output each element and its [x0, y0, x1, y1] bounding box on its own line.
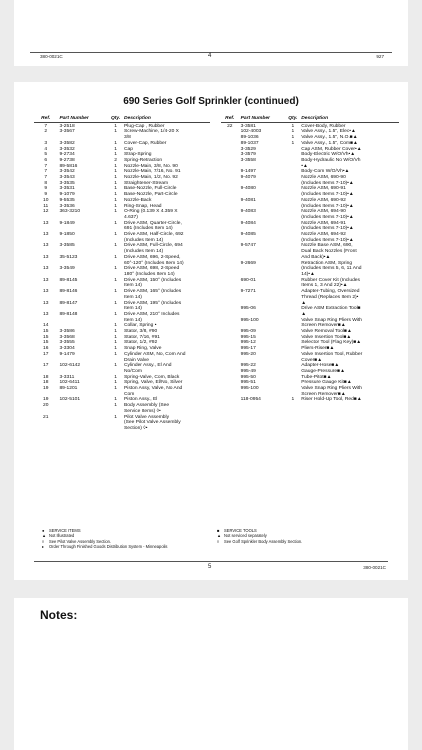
- part-number-cell: 3-3582: [59, 140, 75, 146]
- qty-cell: 1: [291, 397, 295, 403]
- description-cell: Spring, Valve, El/No, Silver: [124, 380, 183, 386]
- description-cell: (See Pilot Valve Assembly: [124, 420, 181, 426]
- legend-item: [42, 544, 167, 549]
- description-cell: Drive ASM, 195° (Includes: [124, 300, 182, 306]
- part-number-cell: 9-1497: [240, 169, 256, 175]
- qty-cell: 1: [114, 232, 118, 238]
- part-number-cell: 3-3304: [59, 346, 75, 352]
- ref-cell: 10: [43, 197, 49, 203]
- part-number-cell: 3-3532: [59, 146, 75, 152]
- part-number-cell: 118-0954: [240, 397, 261, 403]
- description-cell: 180° (Includes Item 14): [124, 271, 175, 277]
- description-cell: Valve Insertion Tool■▲: [301, 334, 352, 340]
- description-cell: Nozzle ASM, 690-91: [301, 186, 346, 192]
- description-cell: Tube-Pitot■▲: [301, 374, 332, 380]
- table-header: [34, 116, 210, 123]
- legend-symbol-icon: ●: [42, 528, 45, 533]
- part-number-cell: 9-1479: [59, 351, 75, 357]
- description-cell: Service Items) ◊•: [124, 408, 161, 414]
- ref-cell: 16: [43, 346, 49, 352]
- qty-cell: 1: [114, 129, 118, 135]
- legend-text: Order Through Finished Goods Distribution System - Minneapolis: [49, 544, 168, 550]
- ref-cell: 12: [43, 209, 49, 215]
- description-cell: (Includes Items 7-10)•▲: [301, 237, 354, 243]
- part-number-cell: 3-3311: [59, 374, 75, 380]
- header-part-number: Part Number: [59, 116, 89, 121]
- description-cell: Nozzle-Main, 7/16, No. 91: [124, 169, 181, 175]
- description-cell: Drive ASM, 698, 2-Speed: [124, 266, 180, 272]
- description-cell: Body Assembly (See: [124, 403, 170, 409]
- parts-table-right: [221, 116, 399, 403]
- footer-code: 380-0021C: [363, 565, 386, 570]
- qty-cell: 1: [114, 186, 118, 192]
- ref-cell: 5: [44, 152, 48, 158]
- table-header: [221, 116, 399, 123]
- footer-rule: [34, 561, 388, 562]
- part-number-cell: 3-3529: [240, 146, 256, 152]
- description-cell: Nozzle Base ASM, 690,: [301, 243, 353, 249]
- qty-cell: 1: [114, 163, 118, 169]
- header-description: Description: [124, 116, 151, 121]
- ref-cell: 7: [44, 123, 48, 129]
- part-number-cell: 89-8148: [59, 311, 78, 317]
- part-number-cell: 995-17: [240, 346, 256, 352]
- description-cell: Cover■▲: [301, 357, 323, 363]
- header-part-number: Part Number: [240, 116, 270, 121]
- description-cell: (Includes Item 14): [124, 237, 164, 243]
- qty-cell: 1: [114, 175, 118, 181]
- part-number-cell: 3-3549: [59, 266, 75, 272]
- qty-cell: 1: [291, 140, 295, 146]
- description-cell: Nozzle ASM, 694-90: [301, 209, 346, 215]
- table-row: [221, 397, 399, 403]
- description-cell: Pliers-Riser■▲: [301, 346, 335, 352]
- header-description: Description: [301, 116, 329, 121]
- prev-page-left-code: 380-0021C: [40, 54, 63, 59]
- qty-cell: 1: [114, 323, 118, 329]
- description-cell: Collar, Spring •: [124, 323, 157, 329]
- qty-cell: 1: [114, 380, 118, 386]
- qty-cell: 1: [114, 374, 118, 380]
- part-number-cell: 89-1201: [59, 386, 78, 392]
- ref-cell: 13: [43, 220, 49, 226]
- previous-page-fragment: [14, 0, 408, 66]
- legend-item: [217, 539, 302, 544]
- description-cell: Nozzle ASM, 690-92: [301, 197, 346, 203]
- ref-cell: 18: [43, 374, 49, 380]
- ref-cell: 8: [44, 180, 48, 186]
- part-number-cell: 995-49: [240, 368, 256, 374]
- description-cell: Spring-Valve, Com, Black: [124, 374, 180, 380]
- description-cell: Nozzle ASM, 694-92: [301, 232, 346, 238]
- description-cell: Item 14): [124, 283, 142, 289]
- header-qty: Qty.: [110, 116, 121, 121]
- ref-cell: [221, 397, 239, 403]
- description-cell: Body-Com W/O/Vh•▲: [301, 169, 350, 175]
- part-number-cell: 3-3581: [240, 123, 256, 129]
- ref-cell: 21: [43, 414, 49, 420]
- ref-cell: 14: [43, 323, 49, 329]
- ref-cell: 22: [227, 123, 233, 129]
- description-cell: Drive ASM, 210° Includes: [124, 311, 180, 317]
- description-cell: O-Ring (0.139 X 4.359 X: [124, 209, 178, 215]
- description-cell: (Includes Items 7-10)•▲: [301, 180, 354, 186]
- legend-text: Not Illustrated: [49, 533, 75, 539]
- ref-cell: 17: [43, 351, 49, 357]
- part-number-cell: 9-2734: [59, 152, 75, 158]
- page-title: 690 Series Golf Sprinkler (continued): [123, 96, 299, 107]
- part-number-cell: 89-5816: [59, 163, 78, 169]
- part-number-cell: 89-8145: [59, 277, 78, 283]
- header-ref: Ref.: [225, 116, 235, 121]
- part-number-cell: 995-51: [240, 380, 256, 386]
- notes-page: [14, 598, 408, 750]
- ref-cell: 15: [43, 334, 49, 340]
- ref-cell: 7: [44, 169, 48, 175]
- description-cell: (Includes Items 7-10)•▲: [301, 214, 354, 220]
- qty-cell: 1: [114, 346, 118, 352]
- legend-text: See Pilot Valve Assembly Section.: [49, 538, 112, 544]
- ref-cell: 2: [44, 129, 48, 135]
- description-cell: Cylinder Assy., El And: [124, 363, 172, 369]
- ref-cell: 13: [43, 266, 49, 272]
- description-cell: Valve Assy., 1.5", Elec•▲: [301, 129, 356, 135]
- part-number-cell: 995-06: [240, 306, 256, 312]
- description-cell: 60°-120° (Includes Item 14): [124, 260, 184, 266]
- description-cell: (Includes Items 5, 6, 11 And: [301, 266, 362, 272]
- description-cell: ▲: [301, 300, 307, 306]
- legend-service-tools: [217, 528, 302, 544]
- ref-cell: 13: [43, 277, 49, 283]
- description-cell: Cover-Body, Rubber: [301, 123, 346, 129]
- part-number-cell: 9-4085: [240, 232, 256, 238]
- ref-cell: 17: [43, 363, 49, 369]
- part-number-cell: 89-1037: [240, 140, 259, 146]
- ref-cell: 6: [44, 157, 48, 163]
- description-cell: Nozzle ASM, 690-90: [301, 175, 346, 181]
- qty-cell: 2: [114, 157, 118, 163]
- part-number-cell: 9-4080: [240, 186, 256, 192]
- description-cell: Ring-Snap, Head: [124, 203, 162, 209]
- description-cell: Piston Assy., El: [124, 397, 158, 403]
- part-number-cell: 995-09: [240, 329, 256, 335]
- ref-cell: 3: [44, 140, 48, 146]
- ref-cell: 13: [43, 243, 49, 249]
- header-qty: Qty.: [288, 116, 298, 121]
- ref-cell: 11: [43, 203, 49, 209]
- legend-text: Not serviced separately: [224, 533, 267, 539]
- description-cell: 4.637): [124, 214, 138, 220]
- part-number-cell: 89-8146: [59, 289, 78, 295]
- description-cell: 691 (Includes Item 14): [124, 226, 173, 232]
- part-number-cell: 9-5747: [240, 243, 256, 249]
- description-cell: Nozzle-Main, 3/8, No. 90: [124, 163, 178, 169]
- ref-cell: 13: [43, 289, 49, 295]
- description-cell: Stator, 3/8, #90: [124, 329, 158, 335]
- description-cell: Cylinder ASM, No, Com And: [124, 351, 186, 357]
- description-cell: Stator, 7/16, #91: [124, 334, 160, 340]
- page-number: 5: [208, 564, 212, 570]
- part-number-cell: 9-7271: [240, 289, 256, 295]
- table-row: [34, 426, 210, 432]
- table-body-left: [34, 124, 210, 432]
- description-cell: Pilot Valve Assembly: [124, 414, 170, 420]
- description-cell: Nozzle-Back: [124, 197, 152, 203]
- ref-cell: 7: [44, 163, 48, 169]
- part-number-cell: 9-4079: [240, 175, 256, 181]
- qty-cell: 1: [114, 203, 118, 209]
- description-cell: Cap ASM, Rubber Cover•▲: [301, 146, 362, 152]
- description-cell: Com: [124, 391, 135, 397]
- part-number-cell: 3-3558: [240, 157, 256, 163]
- description-cell: Nozzle-Main, 1/2, No. 92: [124, 175, 178, 181]
- parts-table-left: [34, 116, 210, 432]
- part-number-cell: 102-6411: [59, 380, 80, 386]
- ref-cell: 9: [44, 186, 48, 192]
- description-cell: Riser Hold-Up Tool, Red■▲: [301, 397, 362, 403]
- ref-cell: 18: [43, 380, 49, 386]
- legend-symbol-icon: ◊: [217, 538, 220, 544]
- description-cell: Gauge-Pressure■▲: [301, 368, 345, 374]
- description-cell: Valve Assy., 1.5", Com■▲: [301, 140, 358, 146]
- part-number-cell: 3-3568: [59, 334, 75, 340]
- part-number-cell: 9-4083: [240, 209, 256, 215]
- parts-list-page: [14, 82, 408, 580]
- description-cell: Valve Snap Ring Pliers With: [301, 317, 363, 323]
- legend-service-items: [42, 528, 167, 550]
- part-number-cell: 9-2669: [240, 260, 256, 266]
- description-cell: Valve Removal Tool■▲: [301, 329, 352, 335]
- description-cell: 14)•▲: [301, 271, 315, 277]
- part-number-cell: 3-3535: [59, 180, 75, 186]
- description-cell: Dual Back Nozzles (Front: [301, 249, 357, 255]
- description-cell: Straightener-Stream: [124, 180, 169, 186]
- table-body-right: [221, 124, 399, 403]
- ref-cell: 19: [43, 397, 49, 403]
- part-number-cell: 995-22: [240, 363, 256, 369]
- ref-cell: 4: [44, 146, 48, 152]
- ref-cell: 19: [43, 386, 49, 392]
- description-cell: Items 1, 3 And 22)•▲: [301, 283, 348, 289]
- part-number-cell: 3-3567: [59, 129, 75, 135]
- description-cell: Screw-Machine, 1/4-20 X: [124, 129, 179, 135]
- part-number-cell: [57, 426, 109, 432]
- description-cell: Selector Tool (Flag Key)■▲: [301, 340, 362, 346]
- prev-page-right-code: 927: [376, 54, 384, 59]
- description-cell: Drive ASM, Full-Circle, 694: [124, 243, 183, 249]
- ref-cell: [34, 426, 57, 432]
- description-cell: Drive ASM Extraction Tool■: [301, 306, 361, 312]
- notes-title: Notes:: [40, 608, 78, 622]
- description-cell: (Includes Item 14): [124, 249, 164, 255]
- description-cell: Screen Remover■▲: [301, 323, 346, 329]
- part-number-cell: 102-6142: [59, 363, 81, 369]
- part-number-cell: 102-5101: [59, 397, 81, 403]
- qty-cell: 1: [291, 123, 295, 129]
- part-number-cell: 995-20: [240, 351, 256, 357]
- qty-cell: 1: [114, 311, 118, 317]
- part-number-cell: 89-8147: [59, 300, 78, 306]
- part-number-cell: 3-2518: [59, 123, 75, 129]
- qty-cell: 1: [114, 334, 118, 340]
- qty-cell: 1: [114, 397, 118, 403]
- description-cell: Retraction ASM, Spring: [301, 260, 353, 266]
- legend-text: SERVICE TOOLS: [224, 528, 257, 533]
- qty-cell: 1: [114, 254, 118, 260]
- qty-cell: 1: [114, 403, 118, 409]
- description-cell: Adapter-Tubing, Oversized: [301, 289, 360, 295]
- qty-cell: 1: [114, 329, 118, 335]
- qty-cell: [109, 426, 122, 432]
- description-cell: Base-Nozzle, Full-Circle: [124, 186, 177, 192]
- qty-cell: 1: [114, 289, 118, 295]
- description-cell: Stator, 1/2, #92: [124, 340, 158, 346]
- part-number-cell: 9-4081: [240, 197, 256, 203]
- part-number-cell: 9-1850: [59, 232, 75, 238]
- description-cell: And Back)•▲: [301, 254, 331, 260]
- qty-cell: 1: [114, 197, 118, 203]
- prev-page-number: 4: [208, 53, 212, 59]
- part-number-cell: 3-3555: [59, 340, 75, 346]
- qty-cell: 1: [114, 414, 118, 420]
- description-cell: (Includes Items 7-10)•▲: [301, 192, 354, 198]
- part-number-cell: 363-3210: [59, 209, 81, 215]
- ref-cell: 15: [43, 340, 49, 346]
- description-cell: Spring-Retraction: [124, 157, 163, 163]
- description-cell: Drive ASM, 696, 2-Speed,: [124, 254, 181, 260]
- part-number-cell: 9-5535: [59, 197, 75, 203]
- ref-cell: 7: [44, 175, 48, 181]
- legend-symbol-icon: ◊: [42, 538, 45, 544]
- qty-cell: 1: [114, 340, 118, 346]
- description-cell: Base-Nozzle, Part-Circle: [124, 192, 178, 198]
- qty-cell: 1: [114, 140, 118, 146]
- part-number-cell: 995-50: [240, 374, 256, 380]
- part-number-cell: 3-3543: [59, 175, 75, 181]
- legend-symbol-icon: ■: [217, 528, 220, 533]
- part-number-cell: 995-12: [240, 340, 256, 346]
- legend-symbol-icon: ▲: [217, 533, 222, 539]
- qty-cell: 1: [114, 351, 118, 357]
- description-cell: Cap: [124, 146, 133, 152]
- part-number-cell: 9-2738: [59, 157, 75, 163]
- legend-symbol-icon: ▸: [42, 544, 45, 550]
- description-cell: •▲: [301, 163, 308, 169]
- description-cell: (Includes Items 7-10)•▲: [301, 226, 354, 232]
- qty-cell: 1: [291, 135, 295, 141]
- qty-cell: 1: [114, 192, 118, 198]
- part-number-cell: 89-1036: [240, 135, 259, 141]
- part-number-cell: 690-01: [240, 277, 256, 283]
- qty-cell: 1: [291, 129, 295, 135]
- description-cell: Nozzle ASM, 694-91: [301, 220, 346, 226]
- ref-cell: 13: [43, 300, 49, 306]
- part-number-cell: 35-5123: [59, 254, 78, 260]
- qty-cell: 1: [114, 146, 118, 152]
- description-cell: Body-Electric W/O/Vh•▲: [301, 152, 356, 158]
- part-number-cell: 3-3536: [59, 203, 75, 209]
- qty-cell: 1: [114, 386, 118, 392]
- description-cell: Adapter-Hose■▲: [301, 363, 340, 369]
- part-number-cell: 3-3579: [240, 152, 256, 158]
- part-number-cell: 995-15: [240, 334, 256, 340]
- description-cell: Body-Hydraulic No W/O/Vh: [301, 157, 361, 163]
- description-cell: Drain Valve: [124, 357, 149, 363]
- description-cell: (Includes Items 7-10)•▲: [301, 203, 354, 209]
- part-number-cell: 3-3586: [59, 329, 75, 335]
- description-cell: Thread (Replaces Item 2)•: [301, 294, 359, 300]
- description-cell: Drive ASM, 150° (Includes: [124, 277, 182, 283]
- qty-cell: 1: [114, 123, 118, 129]
- qty-cell: 1: [114, 209, 118, 215]
- ref-cell: 13: [43, 232, 49, 238]
- part-number-cell: 3-3531: [59, 186, 75, 192]
- part-number-cell: 995-100: [240, 317, 259, 323]
- description-cell: Plug-Cap , Rubber: [124, 123, 165, 129]
- description-cell: Item 14): [124, 294, 142, 300]
- description-cell: Screen Remover■▲: [301, 391, 346, 397]
- ref-cell: 13: [43, 311, 49, 317]
- description-cell: 3/8: [124, 135, 131, 141]
- description-cell: Valve Insertion Tool, Rubber: [301, 351, 363, 357]
- ref-cell: 13: [43, 254, 49, 260]
- description-cell: ▲: [301, 311, 307, 317]
- description-cell: Valve Assy., 1.5", N.O.■▲: [301, 135, 358, 141]
- description-cell: No/Com: [124, 368, 142, 374]
- qty-cell: 1: [114, 220, 118, 226]
- qty-cell: 1: [114, 266, 118, 272]
- part-number-cell: 995-100: [240, 386, 259, 392]
- description-cell: Section) ◊•: [124, 425, 148, 431]
- qty-cell: 1: [114, 180, 118, 186]
- description-cell: Drive ASM, Quarter-Circle,: [124, 220, 182, 226]
- description-cell: Strap-Spring: [124, 152, 152, 158]
- qty-cell: 1: [114, 169, 118, 175]
- part-number-cell: 9-1849: [59, 220, 75, 226]
- legend-symbol-icon: ▲: [42, 533, 47, 539]
- description-cell: Item 14): [124, 317, 142, 323]
- part-number-cell: 9-4084: [240, 220, 256, 226]
- ref-cell: 15: [43, 329, 49, 335]
- qty-cell: 1: [114, 277, 118, 283]
- description-cell: Cover-Cap, Rubber: [124, 140, 167, 146]
- description-cell: Valve Snap Ring Pliers With: [301, 386, 363, 392]
- qty-cell: 1: [114, 152, 118, 158]
- qty-cell: 1: [114, 363, 118, 369]
- ref-cell: 20: [43, 403, 49, 409]
- description-cell: Drive ASM, 165° (Includes: [124, 289, 182, 295]
- description-cell: Item 14): [124, 306, 142, 312]
- legend-text: SERVICE ITEMS: [49, 528, 81, 533]
- part-number-cell: 9-1079: [59, 192, 75, 198]
- description-cell: Drive ASM, Half-Circle, 692: [124, 232, 184, 238]
- description-cell: Piston Assy, Valve, No And: [124, 386, 183, 392]
- qty-cell: 1: [114, 243, 118, 249]
- description-cell: Snap Ring, Valve: [124, 346, 162, 352]
- part-number-cell: 102-4003: [240, 129, 262, 135]
- description-cell: Rubber Cover Kit (Includes: [301, 277, 360, 283]
- description-cell: Pressure Gauge Kit■▲: [301, 380, 352, 386]
- ref-cell: 9: [44, 192, 48, 198]
- header-ref: Ref.: [41, 116, 51, 121]
- part-number-cell: 3-3585: [59, 243, 75, 249]
- qty-cell: 1: [114, 300, 118, 306]
- legend-text: See Golf Sprinkler Body Assembly Section.: [224, 538, 303, 544]
- part-number-cell: 3-3542: [59, 169, 75, 175]
